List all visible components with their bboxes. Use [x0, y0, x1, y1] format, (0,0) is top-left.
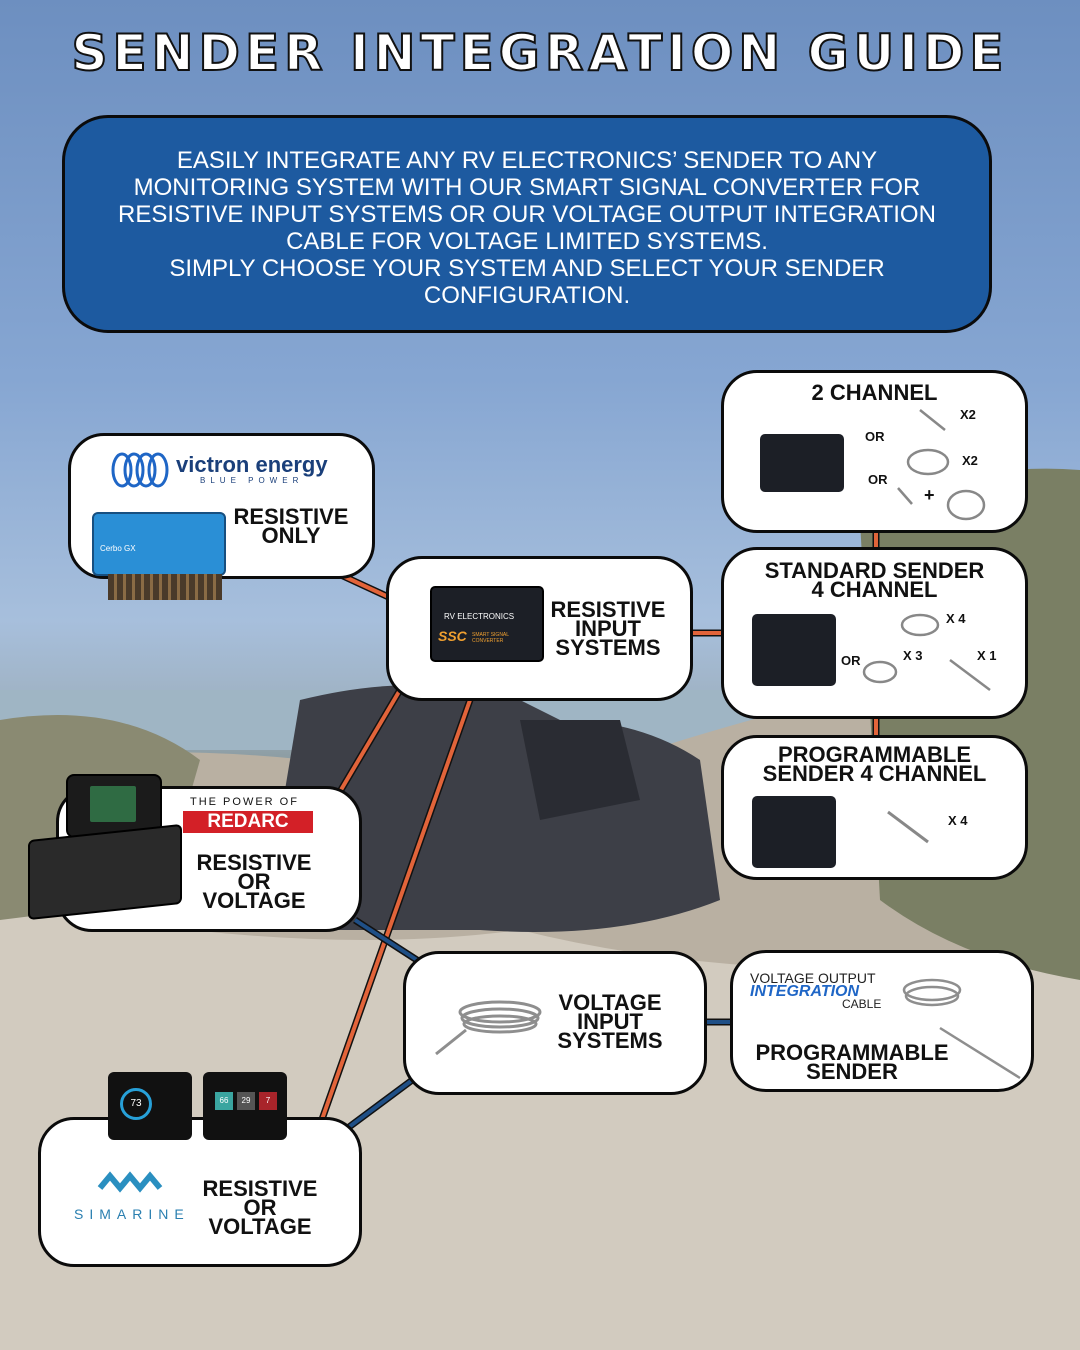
voltage-hub-line3: SYSTEMS: [557, 1028, 663, 1053]
resistive-hub-line3: SYSTEMS: [555, 635, 661, 660]
two-channel-plus: +: [924, 485, 935, 505]
ssc-model: SSC: [438, 628, 467, 644]
redarc-caption-line2: OR: [237, 869, 271, 894]
cable-brand-line3: CABLE: [842, 997, 882, 1011]
page-title: SENDER INTEGRATION GUIDE: [71, 24, 1009, 82]
standard-4ch-title-line2: 4 CHANNEL: [811, 577, 938, 602]
simarine-caption-line1: RESISTIVE: [202, 1176, 318, 1201]
victron-caption-line1: RESISTIVE: [233, 504, 349, 529]
cable-caption-line1: PROGRAMMABLE: [755, 1040, 949, 1065]
voltage-hub-line1: VOLTAGE: [558, 990, 662, 1015]
cerbo-device-label: Cerbo GX: [100, 544, 136, 553]
simarine-tile-2: 29: [237, 1092, 255, 1110]
simarine-brand: SIMARINE: [74, 1206, 190, 1222]
standard-4ch-qty-2: X 3: [903, 648, 923, 663]
redarc-prefix: THE POWER OF: [190, 796, 299, 808]
redarc-caption-line1: RESISTIVE: [196, 850, 312, 875]
simarine-caption-line3: VOLTAGE: [208, 1214, 312, 1239]
ssc-brand: RV ELECTRONICS: [444, 612, 515, 621]
standard-4ch-or: OR: [841, 653, 861, 668]
redarc-caption-line3: VOLTAGE: [202, 888, 306, 913]
intro-line: CABLE FOR VOLTAGE LIMITED SYSTEMS.: [286, 228, 768, 255]
resistive-hub-line1: RESISTIVE: [550, 597, 666, 622]
programmable-4ch-title-line1: PROGRAMMABLE: [777, 742, 972, 767]
victron-tagline: BLUE POWER: [200, 476, 304, 485]
programmable-4ch-title-line2: SENDER 4 CHANNEL: [762, 761, 987, 786]
two-channel-qty-2: X2: [962, 453, 978, 468]
resistive-hub-line2: INPUT: [575, 616, 641, 641]
intro-line: RESISTIVE INPUT SYSTEMS OR OUR VOLTAGE OUTPUT INTEGRATION: [118, 201, 936, 228]
standard-4ch-qty-1: X 4: [946, 611, 966, 626]
simarine-tile-1: 66: [215, 1092, 233, 1110]
simarine-caption-line2: OR: [243, 1195, 277, 1220]
standard-4ch-qty-3: X 1: [977, 648, 997, 663]
intro-line: EASILY INTEGRATE ANY RV ELECTRONICS’ SENDER TO ANY: [176, 147, 878, 174]
intro-line: SIMPLY CHOOSE YOUR SYSTEM AND SELECT YOUR SENDER: [169, 255, 885, 282]
simarine-gauge: 73: [120, 1088, 152, 1120]
intro-line: CONFIGURATION.: [423, 282, 631, 309]
two-channel-or-1: OR: [865, 429, 885, 444]
two-channel-qty-1: X2: [960, 407, 976, 422]
intro-line: MONITORING SYSTEM WITH OUR SMART SIGNAL CONVERTER FOR: [133, 174, 921, 201]
two-channel-or-2: OR: [868, 472, 888, 487]
cable-caption: [748, 1040, 956, 1084]
cable-brand-line2: INTEGRATION: [750, 983, 860, 1000]
cable-caption-line2: SENDER: [806, 1059, 898, 1084]
ssc-subtitle: SMART SIGNAL CONVERTER: [472, 632, 509, 644]
programmable-4ch-qty: X 4: [948, 813, 968, 828]
cable-brand-line1: VOLTAGE OUTPUT: [750, 970, 876, 986]
victron-caption-line2: ONLY: [261, 523, 321, 548]
redarc-logo: REDARC: [183, 811, 313, 833]
victron-brand: victron energy: [176, 452, 328, 477]
two-channel-title: 2 CHANNEL: [811, 380, 938, 405]
simarine-tile-3: 7: [259, 1092, 277, 1110]
voltage-hub-line2: INPUT: [577, 1009, 643, 1034]
standard-4ch-title-line1: STANDARD SENDER: [764, 558, 985, 583]
